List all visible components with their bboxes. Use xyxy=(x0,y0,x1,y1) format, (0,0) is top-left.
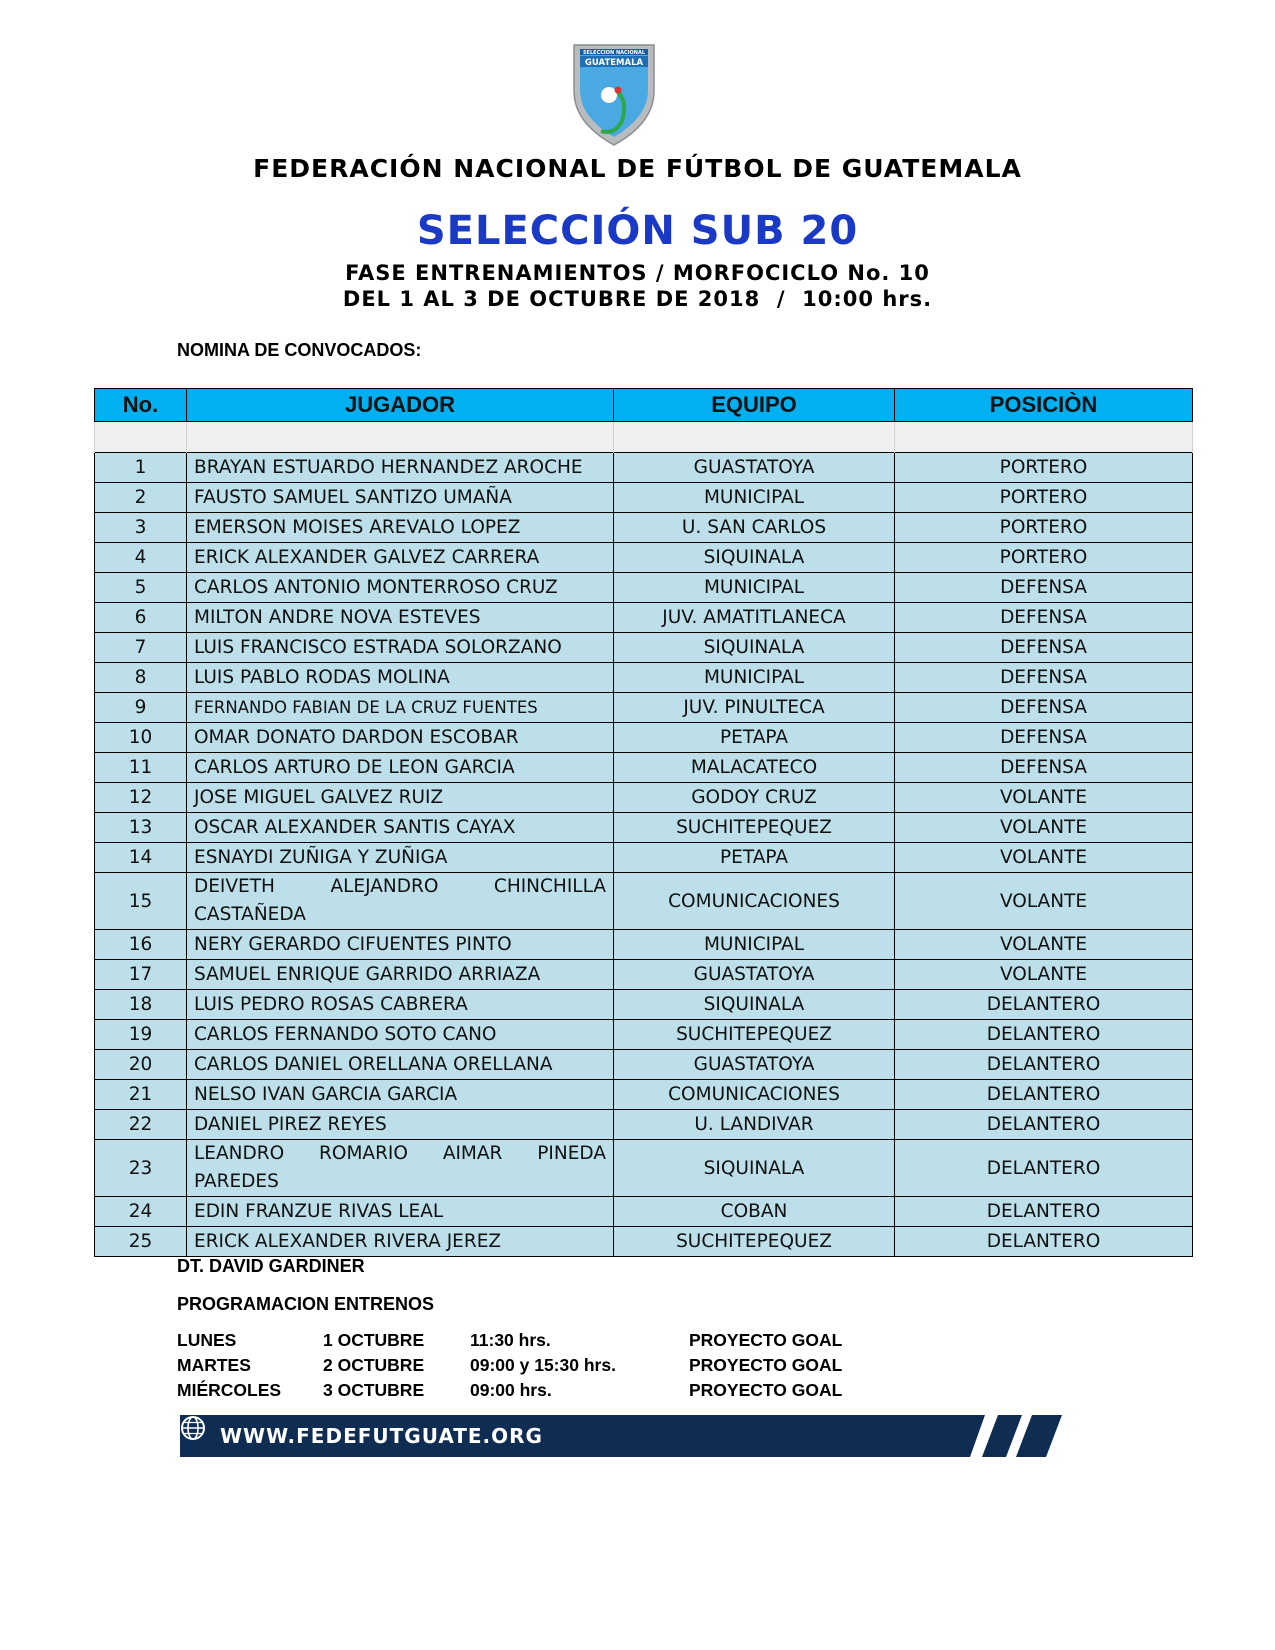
player-name: LEANDRO ROMARIO AIMAR PINEDA PAREDES xyxy=(187,1140,614,1197)
schedule-time: 09:00 hrs. xyxy=(470,1380,552,1400)
roster-row xyxy=(95,783,1193,813)
header-position: POSICIÒN xyxy=(895,389,1193,422)
player-number: 25 xyxy=(95,1227,187,1257)
player-team: PETAPA xyxy=(614,723,895,753)
player-number: 10 xyxy=(95,723,187,753)
roster-row xyxy=(95,1110,1193,1140)
roster-table xyxy=(94,388,1193,1257)
player-team: SUCHITEPEQUEZ xyxy=(614,1227,895,1257)
roster-row xyxy=(95,573,1193,603)
roster-row xyxy=(95,843,1193,873)
player-number: 17 xyxy=(95,960,187,990)
player-number: 14 xyxy=(95,843,187,873)
schedule-day: MARTES xyxy=(177,1355,251,1375)
player-team: JUV. PINULTECA xyxy=(614,693,895,723)
roster-row xyxy=(95,1080,1193,1110)
player-position: DELANTERO xyxy=(895,1080,1193,1110)
player-number: 7 xyxy=(95,633,187,663)
player-position: VOLANTE xyxy=(895,873,1193,930)
player-position: DELANTERO xyxy=(895,1227,1193,1257)
footer-banner xyxy=(180,1415,1080,1457)
player-number: 15 xyxy=(95,873,187,930)
player-name: SAMUEL ENRIQUE GARRIDO ARRIAZA xyxy=(187,960,614,990)
player-name: DEIVETH ALEJANDRO CHINCHILLA CASTAÑEDA xyxy=(187,873,614,930)
player-position: DELANTERO xyxy=(895,1197,1193,1227)
roster-row xyxy=(95,603,1193,633)
schedule-place: PROYECTO GOAL xyxy=(689,1355,843,1375)
header-team: EQUIPO xyxy=(614,389,895,422)
player-number: 23 xyxy=(95,1140,187,1197)
player-team: MUNICIPAL xyxy=(614,483,895,513)
schedule-day: LUNES xyxy=(177,1330,237,1350)
player-team: COMUNICACIONES xyxy=(614,1080,895,1110)
player-team: JUV. AMATITLANECA xyxy=(614,603,895,633)
player-team: SIQUINALA xyxy=(614,633,895,663)
player-team: U. SAN CARLOS xyxy=(614,513,895,543)
schedule-date: 1 OCTUBRE xyxy=(323,1330,425,1350)
player-team: COMUNICACIONES xyxy=(614,873,895,930)
player-name: ERICK ALEXANDER GALVEZ CARRERA xyxy=(187,543,614,573)
player-number: 12 xyxy=(95,783,187,813)
roster-row xyxy=(95,960,1193,990)
player-number: 11 xyxy=(95,753,187,783)
player-team: MUNICIPAL xyxy=(614,930,895,960)
player-team: COBAN xyxy=(614,1197,895,1227)
roster-row xyxy=(95,723,1193,753)
player-position: VOLANTE xyxy=(895,843,1193,873)
player-team: SIQUINALA xyxy=(614,1140,895,1197)
player-name: CARLOS DANIEL ORELLANA ORELLANA xyxy=(187,1050,614,1080)
player-position: DELANTERO xyxy=(895,990,1193,1020)
player-team: SUCHITEPEQUEZ xyxy=(614,1020,895,1050)
roster-row xyxy=(95,1140,1193,1197)
schedule-place: PROYECTO GOAL xyxy=(689,1330,843,1350)
player-position: PORTERO xyxy=(895,513,1193,543)
player-name: ERICK ALEXANDER RIVERA JEREZ xyxy=(187,1227,614,1257)
header-no: No. xyxy=(95,389,187,422)
player-position: DELANTERO xyxy=(895,1140,1193,1197)
player-position: DELANTERO xyxy=(895,1050,1193,1080)
spacer-row xyxy=(95,422,1193,453)
player-name: LUIS PABLO RODAS MOLINA xyxy=(187,663,614,693)
player-number: 1 xyxy=(95,453,187,483)
phase-subtitle: FASE ENTRENAMIENTOS / MORFOCICLO No. 10 xyxy=(345,261,930,285)
player-team: GODOY CRUZ xyxy=(614,783,895,813)
coach-name: DT. DAVID GARDINER xyxy=(177,1256,365,1276)
nomina-label: NOMINA DE CONVOCADOS: xyxy=(177,340,422,360)
schedule-place: PROYECTO GOAL xyxy=(689,1380,843,1400)
roster-row xyxy=(95,1050,1193,1080)
website-link[interactable]: WWW.FEDEFUTGUATE.ORG xyxy=(220,1424,543,1448)
logo-text-top: SELECCION NACIONAL xyxy=(582,50,646,56)
roster-row xyxy=(95,813,1193,843)
player-number: 21 xyxy=(95,1080,187,1110)
player-team: SIQUINALA xyxy=(614,543,895,573)
player-name: NELSO IVAN GARCIA GARCIA xyxy=(187,1080,614,1110)
roster-row xyxy=(95,483,1193,513)
player-name: OMAR DONATO DARDON ESCOBAR xyxy=(187,723,614,753)
player-name: EDIN FRANZUE RIVAS LEAL xyxy=(187,1197,614,1227)
player-team: GUASTATOYA xyxy=(614,1050,895,1080)
player-name: NERY GERARDO CIFUENTES PINTO xyxy=(187,930,614,960)
schedule-date: 2 OCTUBRE xyxy=(323,1355,425,1375)
player-number: 16 xyxy=(95,930,187,960)
player-name: FAUSTO SAMUEL SANTIZO UMAÑA xyxy=(187,483,614,513)
player-name: FERNANDO FABIAN DE LA CRUZ FUENTES xyxy=(187,693,614,723)
date-subtitle: DEL 1 AL 3 DE OCTUBRE DE 2018 / 10:00 hrs. xyxy=(342,287,933,311)
player-number: 18 xyxy=(95,990,187,1020)
federation-title: FEDERACIÓN NACIONAL DE FÚTBOL DE GUATEMALA xyxy=(253,154,1022,183)
player-name: LUIS FRANCISCO ESTRADA SOLORZANO xyxy=(187,633,614,663)
player-position: DELANTERO xyxy=(895,1110,1193,1140)
player-team: SUCHITEPEQUEZ xyxy=(614,813,895,843)
player-position: VOLANTE xyxy=(895,930,1193,960)
roster-row xyxy=(95,513,1193,543)
roster-header-row xyxy=(95,389,1193,422)
player-team: SIQUINALA xyxy=(614,990,895,1020)
roster-row xyxy=(95,753,1193,783)
player-position: PORTERO xyxy=(895,543,1193,573)
player-name: JOSE MIGUEL GALVEZ RUIZ xyxy=(187,783,614,813)
player-name: CARLOS ANTONIO MONTERROSO CRUZ xyxy=(187,573,614,603)
player-position: DEFENSA xyxy=(895,753,1193,783)
roster-row xyxy=(95,453,1193,483)
player-number: 20 xyxy=(95,1050,187,1080)
player-position: DEFENSA xyxy=(895,663,1193,693)
guatemala-federation-logo xyxy=(571,43,657,147)
player-name: CARLOS ARTURO DE LEON GARCIA xyxy=(187,753,614,783)
player-team: MUNICIPAL xyxy=(614,663,895,693)
roster-row xyxy=(95,543,1193,573)
player-name: CARLOS FERNANDO SOTO CANO xyxy=(187,1020,614,1050)
player-team: U. LANDIVAR xyxy=(614,1110,895,1140)
player-number: 24 xyxy=(95,1197,187,1227)
player-team: GUASTATOYA xyxy=(614,960,895,990)
roster-row xyxy=(95,930,1193,960)
player-number: 9 xyxy=(95,693,187,723)
roster-row xyxy=(95,693,1193,723)
roster-row xyxy=(95,1197,1193,1227)
schedule-day: MIÉRCOLES xyxy=(177,1380,282,1400)
player-position: VOLANTE xyxy=(895,783,1193,813)
roster-row xyxy=(95,1020,1193,1050)
roster-row xyxy=(95,990,1193,1020)
player-position: VOLANTE xyxy=(895,813,1193,843)
schedule-title: PROGRAMACION ENTRENOS xyxy=(177,1294,435,1314)
player-position: DEFENSA xyxy=(895,573,1193,603)
player-team: PETAPA xyxy=(614,843,895,873)
player-number: 2 xyxy=(95,483,187,513)
roster-row xyxy=(95,633,1193,663)
player-name: EMERSON MOISES AREVALO LOPEZ xyxy=(187,513,614,543)
roster-row xyxy=(95,873,1193,930)
globe-icon xyxy=(180,1415,206,1441)
player-position: DEFENSA xyxy=(895,633,1193,663)
logo-text-guatemala: GUATEMALA xyxy=(584,58,644,68)
schedule-time: 09:00 y 15:30 hrs. xyxy=(470,1355,616,1375)
player-number: 3 xyxy=(95,513,187,543)
player-number: 8 xyxy=(95,663,187,693)
player-name: BRAYAN ESTUARDO HERNANDEZ AROCHE xyxy=(187,453,614,483)
player-name: OSCAR ALEXANDER SANTIS CAYAX xyxy=(187,813,614,843)
selection-title: SELECCIÓN SUB 20 xyxy=(416,208,859,254)
player-name: LUIS PEDRO ROSAS CABRERA xyxy=(187,990,614,1020)
player-number: 22 xyxy=(95,1110,187,1140)
header-player: JUGADOR xyxy=(187,389,614,422)
player-position: VOLANTE xyxy=(895,960,1193,990)
player-number: 19 xyxy=(95,1020,187,1050)
roster-row xyxy=(95,1227,1193,1257)
roster-row xyxy=(95,663,1193,693)
schedule-date: 3 OCTUBRE xyxy=(323,1380,425,1400)
player-name: DANIEL PIREZ REYES xyxy=(187,1110,614,1140)
player-number: 4 xyxy=(95,543,187,573)
player-number: 5 xyxy=(95,573,187,603)
schedule-time: 11:30 hrs. xyxy=(470,1330,551,1350)
player-team: MALACATECO xyxy=(614,753,895,783)
player-number: 13 xyxy=(95,813,187,843)
player-name: ESNAYDI ZUÑIGA Y ZUÑIGA xyxy=(187,843,614,873)
player-position: PORTERO xyxy=(895,483,1193,513)
player-position: DEFENSA xyxy=(895,603,1193,633)
player-position: DEFENSA xyxy=(895,723,1193,753)
player-position: DELANTERO xyxy=(895,1020,1193,1050)
player-name: MILTON ANDRE NOVA ESTEVES xyxy=(187,603,614,633)
player-team: GUASTATOYA xyxy=(614,453,895,483)
player-team: MUNICIPAL xyxy=(614,573,895,603)
player-position: PORTERO xyxy=(895,453,1193,483)
player-number: 6 xyxy=(95,603,187,633)
player-position: DEFENSA xyxy=(895,693,1193,723)
